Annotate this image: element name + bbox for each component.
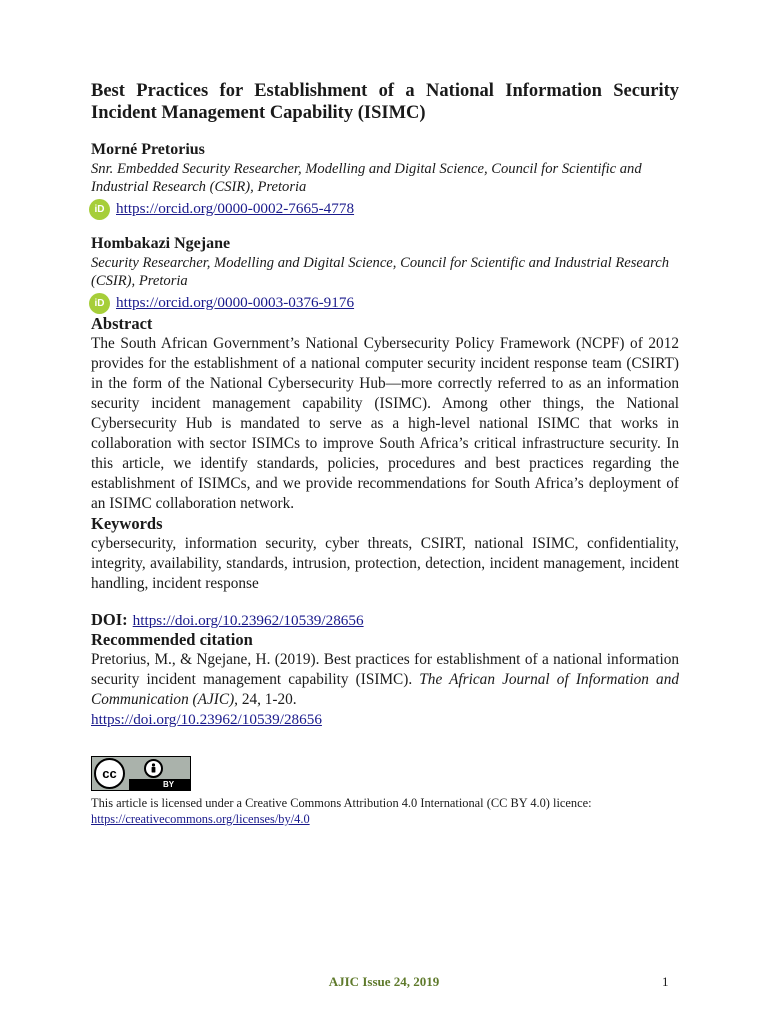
- by-label: BY: [129, 779, 190, 790]
- citation-text: [91, 650, 679, 730]
- citation-heading: Recommended citation: [91, 630, 253, 649]
- doi-row: [91, 610, 679, 630]
- citation-journal: The African Journal of Information and Communication (AJIC),: [91, 671, 679, 708]
- author-name: Morné Pretorius: [91, 141, 205, 158]
- citation-post: 24, 1-20.: [238, 691, 297, 708]
- author-name: Hombakazi Ngejane: [91, 235, 231, 252]
- orcid-row: [91, 292, 679, 314]
- abstract-heading: Abstract: [91, 314, 153, 333]
- author-affiliation: Snr. Embedded Security Researcher, Modelling and Digital Science, Council for Scientific and Industrial Research (CSIR), Pretoria: [91, 161, 642, 195]
- orcid-row: [91, 198, 679, 220]
- cc-by-badge-icon[interactable]: [91, 756, 191, 791]
- cc-icon: cc: [94, 758, 125, 789]
- citation-pre: Pretorius, M., & Ngejane, H. (2019). Best practices for establishment of a national information security incident management capability (ISIMC).: [91, 651, 679, 688]
- orcid-icon: iD: [89, 293, 110, 314]
- footer-journal-issue: AJIC Issue 24, 2019: [328, 974, 440, 989]
- citation-doi-link[interactable]: https://doi.org/10.23962/10539/28656: [91, 711, 322, 728]
- orcid-link[interactable]: https://orcid.org/0000-0003-0376-9176: [116, 294, 355, 311]
- license-notice: [91, 795, 679, 827]
- author-block-1: [91, 140, 679, 220]
- article-page: [91, 80, 679, 827]
- attribution-person-icon: [144, 759, 163, 778]
- doi-link[interactable]: https://doi.org/10.23962/10539/28656: [132, 612, 364, 629]
- keywords-heading: Keywords: [91, 514, 163, 533]
- author-block-2: [91, 234, 679, 314]
- license-text: This article is licensed under a Creative Commons Attribution 4.0 International (CC BY 4.0) licence:: [91, 796, 592, 810]
- orcid-link[interactable]: https://orcid.org/0000-0002-7665-4778: [116, 200, 355, 217]
- license-link[interactable]: https://creativecommons.org/licenses/by/4.0: [91, 812, 310, 826]
- orcid-icon: iD: [89, 199, 110, 220]
- keywords-text: cybersecurity, information security, cyber threats, CSIRT, national ISIMC, confidentiality, integrity, availability, standards, intrusion, protection, detection, incident management, incident handling, incident response: [91, 535, 679, 592]
- author-affiliation: Security Researcher, Modelling and Digital Science, Council for Scientific and Industrial Research (CSIR), Pretoria: [91, 255, 670, 289]
- article-title: Best Practices for Establishment of a National Information Security Incident Management Capability (ISIMC): [91, 81, 679, 123]
- abstract-text: The South African Government’s National Cybersecurity Policy Framework (NCPF) of 2012 provides for the establishment of a national computer security incident response team (CSIRT) in the form of the National Cybersecurity Hub—more correctly referred to as an information security incident management capability (ISIMC). Among other things, the National Cybersecurity Hub is mandated to serve as a high-level national ISIMC that works in collaboration with sector ISIMCs to improve South Africa’s critical infrastructure security. In this article, we identify standards, policies, procedures and best practices regarding the establishment of ISIMCs, and we provide recommendations for South Africa’s deployment of an ISIMC collaboration network.: [91, 335, 679, 512]
- footer-page-number: 1: [662, 974, 669, 989]
- doi-label: DOI:: [91, 610, 128, 629]
